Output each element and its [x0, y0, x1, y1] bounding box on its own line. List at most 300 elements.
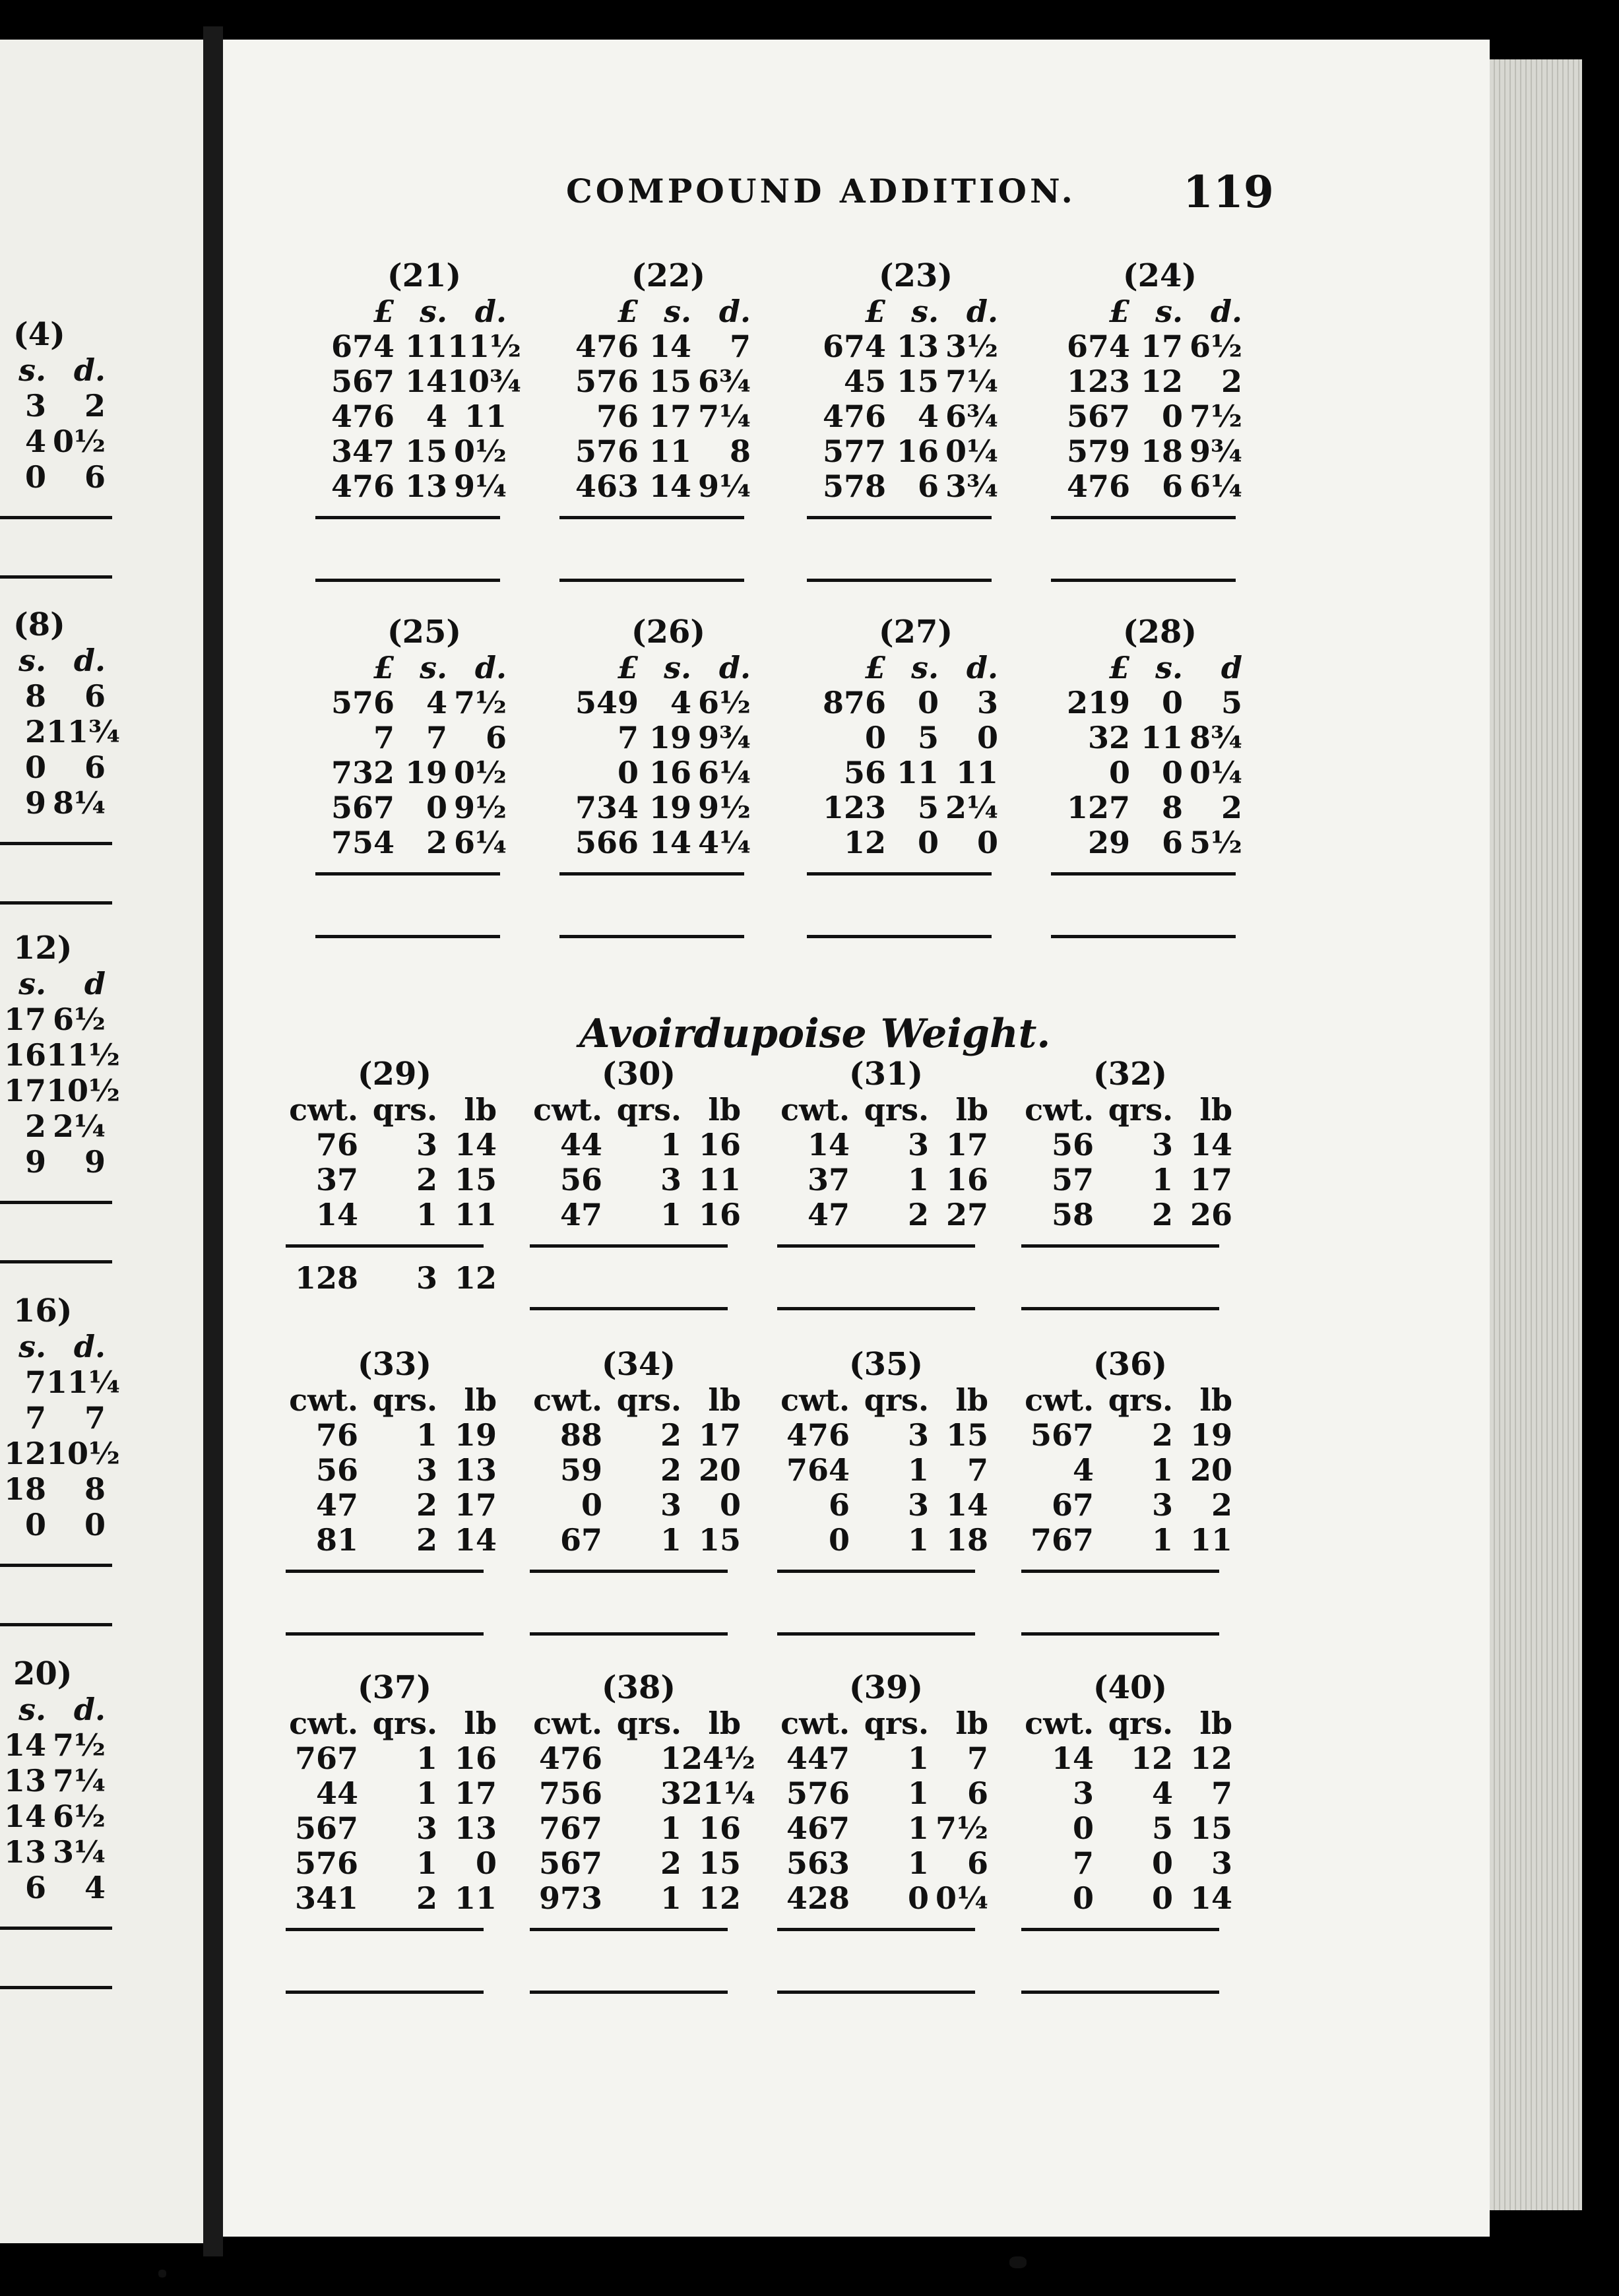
answer-rule: [559, 579, 744, 582]
sum-row: [286, 1418, 503, 1453]
answer-cell: 3: [416, 1260, 437, 1296]
sum-cell: 756: [538, 1775, 602, 1811]
sum-row: [0, 1073, 198, 1108]
sum-row: [530, 1881, 747, 1916]
sum-cell: 2: [24, 714, 46, 749]
column-header: lb: [708, 1092, 741, 1128]
sum-cell: 8¼: [53, 785, 106, 821]
sum-cell: 14: [404, 364, 447, 399]
sum-cell: 45: [843, 364, 886, 399]
sum-cell: 9: [24, 785, 46, 821]
sum-cell: 476: [538, 1740, 602, 1776]
sum-cell: 13: [404, 468, 447, 504]
sum-cell: 3: [416, 1810, 437, 1846]
answer-rule: [530, 1307, 728, 1310]
sum-row: [1051, 686, 1269, 720]
sum-cell: 3: [907, 1417, 929, 1453]
running-head: COMPOUND ADDITION.: [566, 172, 1076, 210]
sum-cell: 14: [315, 1197, 358, 1232]
weight-problem: [1021, 1346, 1239, 1636]
sum-row: [530, 1775, 755, 1811]
sum-row: [1051, 720, 1269, 755]
sum-cell: 0: [1151, 1845, 1173, 1881]
sum-cell: 9½: [698, 790, 751, 825]
sum-cell: 14: [649, 468, 691, 504]
sum-row: [1021, 1881, 1239, 1916]
sum-cell: 21¼: [682, 1775, 755, 1811]
sum-cell: 5: [1151, 1810, 1173, 1846]
money-problem: [1051, 257, 1269, 582]
sum-cell: 17: [3, 1073, 46, 1108]
sum-cell: 3: [416, 1127, 437, 1163]
weight-problem: [777, 1669, 995, 1994]
sum-row: [1021, 1163, 1239, 1197]
sum-cell: 219: [1066, 685, 1130, 720]
sum-cell: 674: [822, 329, 886, 364]
sum-cell: 11: [698, 1162, 741, 1197]
sum-cell: 2¼: [53, 1108, 106, 1144]
sum-cell: 4: [24, 424, 46, 459]
sum-cell: 0: [828, 1522, 850, 1558]
sum-row: [0, 1507, 198, 1543]
sum-cell: 32: [1087, 720, 1130, 755]
sum-cell: 347: [331, 433, 395, 469]
column-header: s.: [420, 650, 447, 686]
sum-cell: 1: [907, 1845, 929, 1881]
problem-number: (35): [848, 1346, 924, 1383]
sum-cell: 14: [1190, 1127, 1232, 1163]
sum-cell: 1: [907, 1522, 929, 1558]
sum-rule: [530, 1928, 728, 1931]
weight-problem: [286, 1056, 503, 1296]
sum-cell: 463: [575, 468, 639, 504]
sum-cell: 9¾: [698, 720, 751, 755]
column-header: d.: [73, 352, 106, 388]
sum-cell: 6¼: [454, 825, 507, 860]
sum-cell: 9¾: [1190, 433, 1242, 469]
sum-row: [807, 469, 1025, 504]
sum-cell: 1: [907, 1810, 929, 1846]
sum-cell: 6: [967, 1775, 988, 1811]
column-header: qrs.: [864, 1092, 929, 1128]
sum-row: [1051, 755, 1269, 790]
sum-cell: 47: [315, 1487, 358, 1523]
column-headers: [807, 294, 1025, 329]
sum-cell: 11: [955, 755, 998, 790]
sum-cell: 1: [416, 1417, 437, 1453]
sum-cell: 674: [1066, 329, 1130, 364]
column-headers: [1051, 294, 1269, 329]
sum-cell: 10½: [46, 1436, 120, 1471]
answer-rule: [777, 1991, 975, 1994]
sum-cell: 3: [907, 1127, 929, 1163]
sum-cell: 7: [84, 1400, 106, 1436]
sum-row: [0, 749, 198, 785]
sum-row: [777, 1197, 995, 1232]
sum-cell: 6: [84, 678, 106, 714]
column-headers: [777, 1706, 995, 1741]
answer-rule: [777, 1632, 975, 1636]
sum-cell: 7½: [1190, 399, 1242, 434]
column-header: s.: [1155, 294, 1183, 329]
sum-cell: 8: [729, 433, 751, 469]
sum-cell: 7: [617, 720, 639, 755]
problem-number: (26): [631, 614, 706, 651]
sum-cell: 0: [24, 1507, 46, 1543]
sum-row: [0, 1002, 198, 1037]
answer-cell: 12: [454, 1260, 497, 1296]
answer-rule: [0, 1986, 112, 1989]
column-header: £: [1108, 650, 1130, 686]
sum-cell: 4: [917, 399, 939, 434]
column-header: qrs.: [1108, 1382, 1173, 1418]
sum-rule: [0, 516, 112, 519]
sum-cell: 7: [24, 1400, 46, 1436]
sum-cell: 19: [649, 790, 691, 825]
sum-row: [1021, 1776, 1239, 1811]
sum-row: [777, 1881, 995, 1916]
column-header: £: [1108, 294, 1130, 329]
column-header: s.: [18, 966, 46, 1002]
sum-cell: 3: [1072, 1775, 1094, 1811]
sum-cell: 876: [822, 685, 886, 720]
sum-cell: 56: [1051, 1127, 1094, 1163]
column-headers: [0, 966, 198, 1002]
sum-cell: 7½: [936, 1810, 988, 1846]
sum-cell: 67: [1051, 1487, 1094, 1523]
sum-cell: 37: [807, 1162, 850, 1197]
sum-cell: 476: [786, 1417, 850, 1453]
sum-cell: 13: [3, 1763, 46, 1799]
problem-number: (25): [387, 614, 462, 651]
sum-cell: 12: [698, 1880, 741, 1916]
sum-cell: 6¼: [1190, 468, 1242, 504]
column-header: lb: [1199, 1382, 1232, 1418]
sum-cell: 9¼: [698, 468, 751, 504]
weight-problem: [1021, 1056, 1239, 1310]
sum-cell: 5: [917, 790, 939, 825]
answer-rule: [559, 935, 744, 938]
column-headers: [530, 1706, 747, 1741]
sum-cell: 3¾: [945, 468, 998, 504]
column-header: qrs.: [1108, 1706, 1173, 1741]
column-header: cwt.: [533, 1092, 602, 1128]
sum-cell: 476: [822, 399, 886, 434]
column-header: d.: [966, 294, 998, 329]
answer-rule: [0, 575, 112, 579]
sum-row: [1051, 399, 1269, 434]
column-header: £: [617, 650, 639, 686]
sum-cell: 7: [373, 720, 395, 755]
sum-cell: 19: [649, 720, 691, 755]
sum-cell: 0½: [454, 755, 507, 790]
problem-number: (38): [601, 1669, 676, 1706]
sum-cell: 15: [404, 433, 447, 469]
sum-row: [1051, 434, 1269, 469]
problem-number: (36): [1093, 1346, 1168, 1383]
sum-cell: 15: [896, 364, 939, 399]
column-headers: [0, 643, 198, 678]
sum-cell: 0: [1108, 755, 1130, 790]
sum-cell: 0: [907, 1880, 929, 1916]
weight-problem: [286, 1669, 503, 1994]
sum-row: [0, 1870, 198, 1905]
sum-cell: 14: [649, 329, 691, 364]
sum-cell: 1: [416, 1740, 437, 1776]
facing-page: [0, 40, 203, 2243]
sum-cell: 4: [426, 399, 447, 434]
sum-cell: 76: [315, 1127, 358, 1163]
sum-cell: 1: [1151, 1522, 1173, 1558]
sum-cell: 2: [1211, 1487, 1232, 1523]
sum-cell: 0: [24, 749, 46, 785]
sum-row: [777, 1846, 995, 1881]
sum-cell: 3: [24, 388, 46, 424]
sum-cell: 1: [660, 1880, 682, 1916]
money-problem: [315, 614, 533, 938]
sum-cell: 3: [660, 1775, 682, 1811]
sum-cell: 1: [907, 1162, 929, 1197]
column-header: cwt.: [780, 1382, 850, 1418]
column-header: qrs.: [616, 1706, 682, 1741]
sum-cell: 8: [1161, 790, 1183, 825]
sum-cell: 9¼: [454, 468, 507, 504]
sum-rule: [0, 1927, 112, 1930]
sum-cell: 567: [331, 790, 395, 825]
sum-row: [315, 329, 533, 364]
column-header: £: [864, 650, 886, 686]
column-header: cwt.: [289, 1382, 358, 1418]
sum-cell: 11¼: [46, 1364, 120, 1400]
sum-cell: 16: [649, 755, 691, 790]
problem-number: 20): [13, 1655, 73, 1692]
sum-cell: 47: [559, 1197, 602, 1232]
column-header: d: [1221, 650, 1242, 686]
sum-cell: 11: [464, 399, 507, 434]
sum-row: [1021, 1418, 1239, 1453]
sum-cell: 567: [331, 364, 395, 399]
sum-cell: 16: [698, 1197, 741, 1232]
page-edges: [1490, 59, 1582, 2210]
sum-row: [777, 1811, 995, 1846]
sum-cell: 16: [698, 1127, 741, 1163]
sum-row: [807, 329, 1025, 364]
sum-row: [0, 459, 198, 495]
problem-number: (37): [357, 1669, 432, 1706]
sum-row: [807, 686, 1025, 720]
sum-cell: 0½: [454, 433, 507, 469]
sum-cell: 576: [575, 364, 639, 399]
column-header: lb: [955, 1092, 988, 1128]
sum-cell: 14: [454, 1127, 497, 1163]
sum-row: [807, 434, 1025, 469]
sum-cell: 15: [649, 364, 691, 399]
sum-cell: 2¼: [945, 790, 998, 825]
sum-cell: 674: [331, 329, 395, 364]
sum-row: [807, 364, 1025, 399]
sum-cell: 5: [1221, 685, 1242, 720]
sum-rule: [315, 872, 500, 876]
column-header: cwt.: [289, 1706, 358, 1741]
column-headers: [777, 1383, 995, 1418]
answer-rule: [315, 579, 500, 582]
sum-row: [1051, 364, 1269, 399]
sum-cell: 14: [3, 1727, 46, 1763]
sum-row: [777, 1523, 995, 1558]
column-headers: [286, 1093, 503, 1128]
answer-rule: [807, 579, 992, 582]
column-headers: [559, 294, 777, 329]
sum-cell: 6¾: [698, 364, 751, 399]
column-header: s.: [664, 294, 691, 329]
sum-cell: 2: [660, 1452, 682, 1488]
sum-row: [0, 1727, 198, 1763]
sum-row: [1051, 825, 1269, 860]
sum-row: [0, 1763, 198, 1799]
sum-cell: 566: [575, 825, 639, 860]
weight-problem: [530, 1669, 755, 1994]
sum-row: [1051, 329, 1269, 364]
sum-cell: 0: [1151, 1880, 1173, 1916]
problem-number: (28): [1122, 614, 1197, 651]
sum-cell: 2: [416, 1162, 437, 1197]
sum-cell: 16: [454, 1740, 497, 1776]
answer-rule: [1051, 579, 1236, 582]
sum-cell: 56: [559, 1162, 602, 1197]
book-gutter: [203, 26, 223, 2256]
column-headers: [1021, 1093, 1239, 1128]
sum-cell: 17: [1140, 329, 1183, 364]
sum-row: [315, 399, 533, 434]
weight-problem: [530, 1346, 747, 1636]
column-header: d.: [73, 643, 106, 678]
column-headers: [286, 1383, 503, 1418]
sum-row: [559, 364, 777, 399]
sum-rule: [0, 1564, 112, 1567]
book-page: [223, 40, 1490, 2237]
sum-cell: 3½: [945, 329, 998, 364]
sum-row: [777, 1741, 995, 1776]
sum-cell: 1: [416, 1775, 437, 1811]
problem-number: (29): [357, 1056, 432, 1093]
sum-cell: 16: [3, 1037, 46, 1073]
sum-cell: 11½: [447, 329, 521, 364]
sum-cell: 341: [294, 1880, 358, 1916]
sum-cell: 8: [24, 678, 46, 714]
sum-cell: 1: [1151, 1162, 1173, 1197]
column-headers: [1051, 651, 1269, 686]
sum-cell: 0: [581, 1487, 602, 1523]
sum-row: [530, 1128, 747, 1163]
column-header: cwt.: [1025, 1382, 1094, 1418]
sum-row: [530, 1163, 747, 1197]
sum-rule: [1051, 872, 1236, 876]
column-header: d.: [474, 294, 507, 329]
column-header: s.: [1155, 650, 1183, 686]
column-header: qrs.: [864, 1706, 929, 1741]
column-headers: [315, 651, 533, 686]
column-header: qrs.: [372, 1092, 437, 1128]
sum-cell: 3: [660, 1162, 682, 1197]
sum-row: [315, 720, 533, 755]
column-header: d.: [474, 650, 507, 686]
sum-rule: [559, 516, 744, 519]
sum-row: [286, 1128, 503, 1163]
sum-rule: [1021, 1928, 1219, 1931]
sum-cell: 27: [945, 1197, 988, 1232]
column-header: lb: [464, 1092, 497, 1128]
column-headers: [1021, 1706, 1239, 1741]
problem-number: (33): [357, 1346, 432, 1383]
column-header: lb: [955, 1382, 988, 1418]
sum-row: [0, 785, 198, 821]
sum-cell: 6½: [53, 1002, 106, 1037]
answer-rule: [0, 901, 112, 905]
sum-cell: 7: [967, 1740, 988, 1776]
sum-cell: 3: [976, 685, 998, 720]
sum-cell: 12: [3, 1436, 46, 1471]
sum-cell: 11½: [46, 1037, 120, 1073]
sum-cell: 2: [1151, 1197, 1173, 1232]
sum-row: [1021, 1523, 1239, 1558]
sum-cell: 9½: [454, 790, 507, 825]
sum-cell: 3: [416, 1452, 437, 1488]
sum-cell: 0: [976, 720, 998, 755]
sum-cell: 6: [1161, 468, 1183, 504]
sum-cell: 549: [575, 685, 639, 720]
sum-row: [777, 1488, 995, 1523]
sum-cell: 57: [1051, 1162, 1094, 1197]
column-headers: [315, 294, 533, 329]
weight-problem: [286, 1346, 503, 1636]
sum-cell: 4: [84, 1870, 106, 1905]
sum-cell: 17: [698, 1417, 741, 1453]
answer-row: [286, 1261, 503, 1296]
sum-row: [315, 469, 533, 504]
sum-row: [530, 1197, 747, 1232]
sum-row: [0, 424, 198, 459]
sum-row: [559, 825, 777, 860]
sum-rule: [1021, 1244, 1219, 1248]
sum-cell: 767: [538, 1810, 602, 1846]
sum-cell: 7¼: [53, 1763, 106, 1799]
sum-cell: 1: [660, 1522, 682, 1558]
sum-cell: 2: [24, 1108, 46, 1144]
sum-row: [286, 1776, 503, 1811]
column-header: d.: [73, 1692, 106, 1727]
sum-cell: 17: [945, 1127, 988, 1163]
sum-cell: 6: [967, 1845, 988, 1881]
sum-cell: 567: [294, 1810, 358, 1846]
sum-cell: 0: [719, 1487, 741, 1523]
sum-row: [315, 755, 533, 790]
sum-cell: 567: [538, 1845, 602, 1881]
column-header: s.: [420, 294, 447, 329]
column-header: cwt.: [533, 1706, 602, 1741]
sum-cell: 2: [660, 1417, 682, 1453]
sum-cell: 3: [1151, 1127, 1173, 1163]
sum-row: [1021, 1453, 1239, 1488]
column-header: cwt.: [289, 1092, 358, 1128]
sum-cell: 4¼: [698, 825, 751, 860]
facing-problem: [0, 1656, 198, 1905]
answer-rule: [286, 1632, 484, 1636]
sum-cell: 7: [426, 720, 447, 755]
sum-row: [315, 364, 533, 399]
sum-row: [530, 1523, 747, 1558]
sum-cell: 15: [945, 1417, 988, 1453]
sum-cell: 11: [404, 329, 447, 364]
